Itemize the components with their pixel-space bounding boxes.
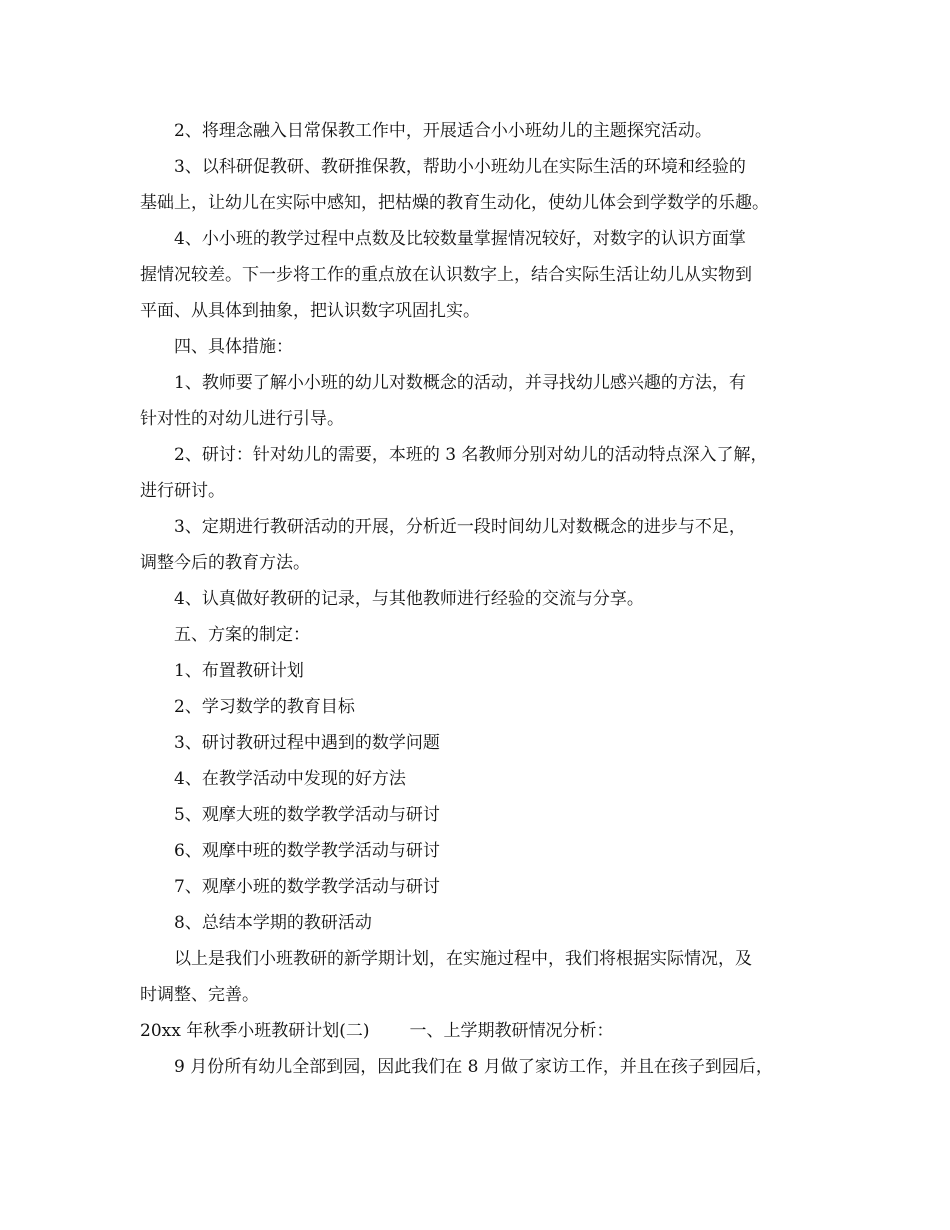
text-line: 2、研讨：针对幼儿的需要，本班的 3 名教师分别对幼儿的活动特点深入了解， [174,445,768,465]
text-line: 4、小小班的教学过程中点数及比较数量掌握情况较好，对数字的认识方面掌 [174,229,746,249]
text-line: 8、总结本学期的教研活动 [174,913,372,933]
text-line: 平面、从具体到抽象，把认识数字巩固扎实。 [140,301,480,321]
text-line: 3、以科研促教研、教研推保教，帮助小小班幼儿在实际生活的环境和经验的 [174,157,746,177]
text-line: 3、定期进行教研活动的开展，分析近一段时间幼儿对数概念的进步与不足， [174,517,746,537]
paragraph [140,581,820,617]
text-line: 4、在教学活动中发现的好方法 [174,769,406,789]
text-line: 6、观摩中班的数学教学活动与研讨 [174,841,440,861]
text-line: 四、具体措施： [174,337,293,357]
paragraph [140,221,820,329]
list-item [140,689,820,725]
paragraph [140,437,820,509]
text-line: 五、方案的制定： [174,625,310,645]
paragraph [140,1049,820,1085]
paragraph [140,149,820,221]
paragraph [140,509,820,581]
list-item [140,869,820,905]
section-heading-5 [140,617,820,653]
section-subtitle-text: 一、上学期教研情况分析： [409,1021,614,1041]
list-item [140,905,820,941]
text-line: 2、学习数学的教育目标 [174,697,355,717]
list-item [140,653,820,689]
text-line: 3、研讨教研过程中遇到的数学问题 [174,733,440,753]
text-line: 1、布置教研计划 [174,661,304,681]
list-item [140,797,820,833]
document-body [140,113,820,1085]
list-item [140,833,820,869]
list-item [140,761,820,797]
text-line: 进行研讨。 [140,481,225,501]
text-line: 针对性的对幼儿进行引导。 [140,409,344,429]
list-item [140,725,820,761]
text-line: 调整今后的教育方法。 [140,553,310,573]
paragraph [140,113,820,149]
text-line: 5、观摩大班的数学教学活动与研讨 [174,805,440,825]
text-line: 9 月份所有幼儿全部到园，因此我们在 8 月做了家访工作，并且在孩子到园后， [174,1057,773,1077]
text-line: 时调整、完善。 [140,985,259,1005]
text-line: 以上是我们小班教研的新学期计划，在实施过程中，我们将根据实际情况，及 [174,949,752,969]
text-line: 握情况较差。下一步将工作的重点放在认识数字上，结合实际生活让幼儿从实物到 [140,265,752,285]
text-line: 基础上，让幼儿在实际中感知，把枯燥的教育生动化，使幼儿体会到学数学的乐趣。 [140,193,769,213]
section-heading-4 [140,329,820,365]
paragraph [140,941,820,1013]
paragraph [140,365,820,437]
text-line: 7、观摩小班的数学教学活动与研讨 [174,877,440,897]
section-title-text: 20xx 年秋季小班教研计划(二) [140,1021,370,1041]
text-line: 1、教师要了解小小班的幼儿对数概念的活动，并寻找幼儿感兴趣的方法，有 [174,373,746,393]
text-line: 4、认真做好教研的记录，与其他教师进行经验的交流与分享。 [174,589,644,609]
text-line: 2、将理念融入日常保教工作中，开展适合小小班幼儿的主题探究活动。 [174,121,712,141]
section-title [140,1013,820,1049]
